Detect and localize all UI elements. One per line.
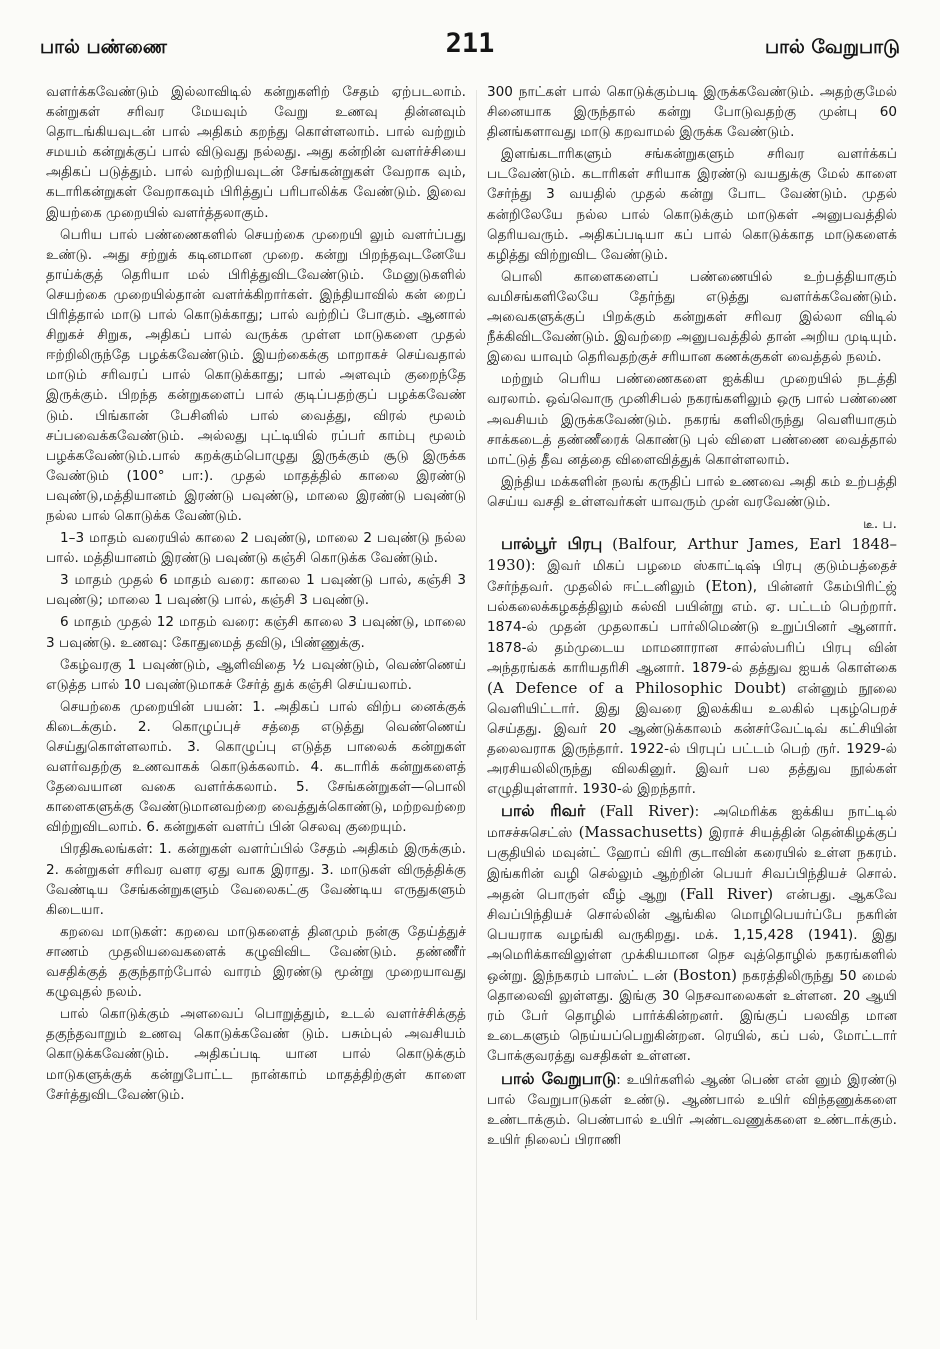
running-head-right: பால் வேறுபாடு (764, 36, 900, 58)
right-column (487, 82, 897, 1327)
entry-text: : உயிர்களில் ஆண் பெண் என் னும் இரண்டு பால் வேறுபாடுகள் உண்டு. ஆண்பால் உயிர் விந்தணுக்களை உண்டாக்கும். பெண்பால் உயிர் அண்டவணுக்களை உண்டாக்கும். உயிர் நிலைப் பிராணி (487, 1071, 897, 1148)
paragraph: கறவை மாடுகள்: கறவை மாடுகளைத் தினமும் நன்கு தேய்த்துச் சாணம் முதலியவைகளைக் கழுவிவிட வேண்டும். தண்ணீர் வசதிக்குத் தகுந்தாற்போல் வாரம் இரண்டு மூன்று முறையாவது கழுவுதல் நலம். (46, 923, 466, 1001)
entry-sex-difference (487, 1069, 897, 1150)
entry-fall-river (487, 801, 897, 1066)
entry-latin-name: (Fall River) (599, 802, 695, 821)
latin-term: (Boston) (672, 966, 738, 985)
paragraph: மற்றும் பெரிய பண்ணைகளை ஐக்கிய முறையில் நடத்தி வரலாம். ஒவ்வொரு முனிசிபல் நகரங்களிலும் ஒரு பால் பண்ணை அவசியம் இருக்கவேண்டும். நகரங் களிலிருந்து வெளியாகும் சாக்கடைத் தண்ணீரைக் கொண்டு புல் விளை பண்ணை வைத்தால் மாட்டுத் தீவ னத்தை விளைவித்துக் கொள்ளலாம். (487, 371, 897, 468)
latin-term: (Eton) (705, 577, 753, 596)
paragraph: 6 மாதம் முதல் 12 மாதம் வரை: கஞ்சி காலை 3 பவுண்டு, மாலை 3 பவுண்டு. உணவு: கோதுமைத் தவிடு, பிண்ணுக்கு. (46, 614, 466, 651)
left-column (46, 82, 466, 1327)
paragraph: 1–3 மாதம் வரையில் காலை 2 பவுண்டு, மாலை 2 பவுண்டு நல்ல பால். மத்தியானம் இரண்டு பவுண்டு கஞ்சி கொடுக்க வேண்டும். (46, 530, 466, 567)
entry-text: என்பது. ஆகவே சிவப்பிந்தியச் சொல்லின் ஆங்கில மொழிபெயர்ப்பே நகரின் பெயராக வழங்கி வருகிறது. மக். 1,15,428 (1941). இது அமெரிக்காவிலுள்ள முக்கியமான நெச வுத்தொழில் நகரங்களில் ஒன்று. இந்நகரம் பாஸ்ட் டன் (487, 886, 897, 985)
entry-text: , பின்னர் கேம்பிரிட்ஜ் பல்கலைக்கழகத்திலும் கல்வி பயின்று எம். ஏ. பட்டம் பெற்றார். 1874-ல் முதன் முதலாகப் பார்லிமெண்டு உறுப்பினர் ஆனார். 1878-ல் தம்முடைய மாமனாரான சால்ஸ்பரிப் பிரபு வின் அந்தரங்கக் காரியதரிசி ஆனார். 1879-ல் தத்துவ ஐயக் கொள்கை (487, 579, 897, 676)
book-title: (A Defence of a Philosophic Doubt) (487, 678, 787, 697)
paragraph: கேழ்வரகு 1 பவுண்டும், ஆளிவிதை ½ பவுண்டும், வெண்ணெய் எடுத்த பால் 10 பவுண்டுமாகச் சேர்த் துக் கஞ்சி செய்யலாம். (46, 656, 466, 693)
paragraph: இளங்கடாரிகளும் சங்கன்றுகளும் சரிவர வளர்க்கப் படவேண்டும். கடாரிகள் சரியாக இரண்டு வயதுக்கு மேல் காளை சேர்ந்து 3 வயதில் முதல் கன்று போட வேண்டும். முதல் கன்றிலேயே நல்ல பால் கொடுக்கும் மாடுகள் அனுபவத்தில் தெரியவரும். அதிகப்படியா கப் பால் கொடுக்காத மாடுகளைக் கழித்து விற்றுவிட வேண்டும். (487, 146, 897, 263)
latin-term: (Fall River) (679, 884, 774, 903)
entry-text: என்னும் நூலை வெளியிட்டார். இது இவரை இலக்கிய உலகில் புகழ்பெறச் செய்தது. இவர் 20 ஆண்டுக்காலம் கன்சர்வேட்டிவ் கட்சியின் தலைவராக இருந்தார். 1922-ல் பிரபுப் பட்டம் பெற் ருர். 1929-ல் அரசியலிலிருந்து விலகினுர். இவர் பல தத்துவ நூல்கள் எழுதியுள்ளார். 1930-ல் இறந்தார். (487, 680, 897, 798)
paragraph: இந்திய மக்களின் நலங் கருதிப் பால் உணவை அதி கம் உற்பத்தி செய்ய வசதி உள்ளவர்கள் யாவரும் முன் வரவேண்டும். (487, 473, 897, 510)
paragraph: வளர்க்கவேண்டும் இல்லாவிடில் கன்றுகளிற் சேதம் ஏற்படலாம். கன்றுகள் சரிவர மேயவும் வேறு உணவு தின்னவும் தொடங்கியவுடன் பால் அதிகம் கறந்து கொள்ளலாம். பால் வற்றும் சமயம் கன்றுக்குப் பால் விடுவது நல்லது. அது கன்றின் வளர்ச்சியை அதிகப் படுத்தும். பால் வற்றியவுடன் சேங்கன்றுகள் வேறாக வும், கடாரிகன்றுகள் வேறாகவும் பிரித்துப் பரிபாலிக்க வேண்டும். இவை இயற்கை முறையில் வளர்த்தலாகும். (46, 84, 466, 221)
column-divider (476, 90, 477, 1320)
paragraph: பொலி காளைகளைப் பண்ணையில் உற்பத்தியாகும் வமிசங்களிலேயே தேர்ந்து எடுத்து வளர்க்கவேண்டும். அவைகளுக்குப் பிறக்கும் கன்றுகள் சரிவர இல்லா விடில் நீக்கிவிடவேண்டும். இவற்றை அனுபவத்தில் தான் அறிய முடியும். இவை யாவும் தெரிவதற்குச் சரியான கணக்குகள் வைத்தல் நலம். (487, 268, 897, 366)
entry-text: இராச் சியத்தின் தென்கிழக்குப் பகுதியில் மவுன்ட் ஹோப் விரி குடாவின் கரையில் உள்ள நகரம். இங்கரின் வழி செல்லும் ஆற்றின் பெயர் சிவப்பிந்தியச் சொல். அதன் பொருள் வீழ் ஆறு (487, 825, 897, 903)
paragraph: பெரிய பால் பண்ணைகளில் செயற்கை முறையி லும் வளர்ப்பது உண்டு. அது சற்றுக் கடினமான முறை. கன்று பிறந்தவுடனேயே தாய்க்குத் தெரியா மல் பிரித்துவிடவேண்டும். மேனுடுகளில் செயற்கை முறையில்தான் வளர்க்கிறார்கள். இந்தியாவில் கன் றைப் பிரித்தால் மாடு பால் கொடுக்காது; பால் வற்றிப் போகும். ஆனால் சிறுகச் சிறுக, அதிகப் பால் வருக்க முள்ள மாடுகளை முதல் ஈற்றிலிருந்தே பழக்கவேண்டும். இயற்கைக்கு மாறாகச் செய்வதால் மாடும் சரிவரப் பால் கொடுக்காது; பால் அளவும் குறைந்தே இருக்கும். பிறந்த கன்றுகளைப் பால் குடிப்பதற்குப் பழக்கவேண் டும். பிங்கான் பேசினில் பால் வைத்து, விரல் மூலம் சப்பவைக்கவேண்டும். அல்லது புட்டியில் ரப்பர் காம்பு மூலம் பழக்கவேண்டும்.பால் கறக்கும்பொழுது இருக்கும் சூடு இருக்க வேண்டும் (100° பா:). முதல் மாதத்தில் காலை இரண்டு பவுண்டு,மத்தியானம் இரண்டு பவுண்டு, மாலை இரண்டு பவுண்டு நல்ல பால் கொடுக்க வேண்டும். (46, 226, 466, 524)
running-head-left: பால் பண்ணை (40, 36, 167, 58)
latin-term: (Massachusetts) (578, 823, 703, 842)
entry-text: : இவர் மிகப் பழமை ஸ்காட்டிஷ் பிரபு குடும்பத்தைச் சேர்ந்தவர். முதலில் ஈட்டனிலும் (487, 558, 897, 596)
entry-text: : அமெரிக்க ஐக்கிய நாட்டில் மாசச்சுசெட்ஸ் (487, 804, 897, 842)
author-signature: டீ. ப. (863, 515, 897, 532)
entry-headword: பால் வேறுபாடு (501, 1068, 617, 1088)
paragraph: செயற்கை முறையின் பயன்: 1. அதிகப் பால் விற்ப னைக்குக் கிடைக்கும். 2. கொழுப்புச் சத்தை எடுத்து வெண்ணெய் செய்துகொள்ளலாம். 3. கொழுப்பு எடுத்த பாலைக் கன்றுகள் வளர்வதற்கு உணவாகக் கொடுக்கலாம். 4. கடாரிக் கன்றுகளைத் தேவையான வகை வளர்க்கலாம். 5. சேங்கன்றுகள்—பொலி காளைகளுக்கு வேண்டுமானவற்றை வைத்துக்கொண்டு, மற்றவற்றை விற்றுவிடலாம். 6. கன்றுகள் வளர்ப் பின் செலவு குறையும். (46, 698, 466, 836)
paragraph: பால் கொடுக்கும் அளவைப் பொறுத்தும், உடல் வளர்ச்சிக்குத் தகுந்தவாறும் உணவு கொடுக்கவேண் டும். பசும்புல் அவசியம் கொடுக்கவேண்டும். அதிகப்படி யான பால் கொடுக்கும் மாடுகளுக்குக் கன்றுபோட்ட நான்காம் மாதத்திற்குள் காளை சேர்த்துவிடவேண்டும். (46, 1006, 466, 1103)
entry-headword: பால் ரிவர் (501, 801, 586, 821)
page-header (40, 28, 900, 68)
page-number: 211 (445, 28, 495, 59)
entry-balfour (487, 534, 897, 799)
paragraph: 300 நாட்கள் பால் கொடுக்கும்படி இருக்கவேண்டும். அதற்குமேல் சினையாக இருந்தால் கன்று போடுவதற்கு முன்பு 60 தினங்களாவது மாடு கறவாமல் இருக்க வேண்டும். (487, 84, 897, 141)
paragraph: 3 மாதம் முதல் 6 மாதம் வரை: காலை 1 பவுண்டு பால், கஞ்சி 3 பவுண்டு; மாலை 1 பவுண்டு பால், கஞ்சி 3 பவுண்டு. (46, 572, 466, 609)
entry-latin-name: (Balfour, Arthur James, Earl 1848–1930) (487, 535, 897, 575)
paragraph: பிரதிகூலங்கள்: 1. கன்றுகள் வளர்ப்பில் சேதம் அதிகம் இருக்கும். 2. கன்றுகள் சரிவர வளர ஏது வாக இராது. 3. மாடுகள் விருத்திக்கு வேண்டிய சேங்கன்றுகளும் வேலைகட்கு வேண்டிய எருதுகளும் கிடையா. (46, 841, 466, 918)
entry-text: நகரத்திலிருந்து 50 மைல் தொலைவி லுள்ளது. இங்கு 30 நெசவாலைகள் உள்ளன. 20 ஆயி ரம் பேர் தொழில் பார்க்கின்றனர். இங்குப் பலவித மான உடைகளும் நெய்யப்பெறுகின்றன. ரெயில், கப் பல், மோட்டார் போக்குவரத்து வசதிகள் உள்ளன. (487, 968, 897, 1065)
entry-headword: பால்பூர் பிரபு (501, 534, 603, 554)
